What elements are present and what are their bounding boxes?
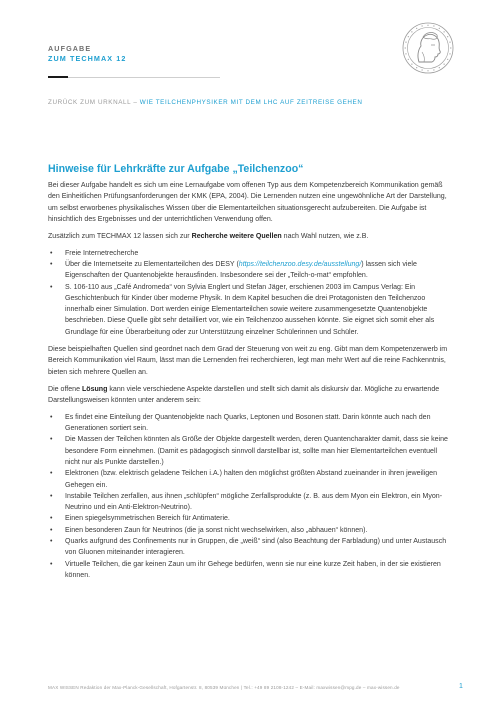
page-title: Hinweise für Lehrkräfte zur Aufgabe „Teilchenzoo“ xyxy=(48,163,304,175)
list-item: • Quarks aufgrund des Confinements nur in Gruppen, die „weiß“ sind (also Beachtung der Farbladung) und unter Austausch von Gluonen miteinander interagieren. xyxy=(48,536,453,559)
header-kicker: AUFGABE xyxy=(48,44,92,53)
breadcrumb xyxy=(48,99,363,107)
source-desy-text-end: ) lassen sich viele Eigenschaften der Quantenobjekte herausfinden. Insbesondere sei der „Teilch-o-mat“ empfohlen. xyxy=(65,260,417,280)
source-desy-text: Über die Internetseite zu Elementarteilchen des DESY ( xyxy=(65,260,239,268)
breadcrumb-current: WIE TEILCHENPHYSIKER MIT DEM LHC AUF ZEITREISE GEHEN xyxy=(139,99,363,106)
solution-paragraph xyxy=(48,384,453,407)
page-number: 1 xyxy=(459,683,463,690)
list-item: • S. 106-110 aus „Café Andromeda“ von Sylvia Englert und Stefan Jäger, erschienen 2003 im Campus Verlag: Ein Geschichtenbuch für Kinder über moderne Physik. In dem Kapitel besuchen die drei Protagonisten den Teilchenzoo innerhalb einer Simulation. Dort werden einige Elementarteilchen sowie weitere zusammengesetzte Quantenobjekte beschrieben. Diese Quelle gibt sehr detailliert vor, wie ein Teilchenzoo aussehen könnte. Sie eignet sich somit eher als Grundlage für eine Überarbeitung oder zur Unterstützung einzelner Schülerinnen und Schüler. xyxy=(48,282,453,338)
list-item: • Die Massen der Teilchen könnten als Größe der Objekte dargestellt werden, deren Quantencharakter damit, dass sie keine besondere Form einnehmen. (Damit es pädagogisch sinnvoll darstellbar ist, sollte man hier Elementarteilchen eventuell nicht nur als Punkte darstellen.) xyxy=(48,434,453,468)
solution-bold: Lösung xyxy=(81,385,108,393)
sources-intro-text-end: nach Wahl nutzen, wie z.B. xyxy=(281,232,369,240)
sources-order-paragraph: Diese beispielhaften Quellen sind geordnet nach dem Grad der Steuerung von weit zu eng. Gibt man dem Kompetenzerwerb im Bereich Kommunikation viel Raum, lässt man die Lernenden frei recherchieren, legt man mehr Wert auf die reine Fachkenntnis, bieten sich mehrere Quellen an. xyxy=(48,346,448,376)
list-item: • Einen besonderen Zaun für Neutrinos (die ja sonst nicht wechselwirken, also „abhauen“ können). xyxy=(48,525,453,536)
list-item: • Elektronen (bzw. elektrisch geladene Teilchen i.A.) halten den möglichst größten Abstand zueinander in ihren jeweiligen Gehegen ein. xyxy=(48,468,453,491)
solution-text-end: kann viele verschiedene Aspekte darstellen und stellt sich damit als diskursiv dar. Mögliche zu erwartende Darstellungsweisen könnten unter anderem sein: xyxy=(48,385,440,404)
list-item: • Freie Internetrecherche xyxy=(48,248,453,259)
solution-text: Die offene xyxy=(48,385,82,393)
main-content xyxy=(48,180,453,587)
breadcrumb-link[interactable]: ZURÜCK ZUM URKNALL – xyxy=(48,99,140,106)
list-item: • Es findet eine Einteilung der Quantenobjekte nach Quarks, Leptonen und Bosonen statt. Darin könnte auch nach den Generationen sortiert sein. xyxy=(48,412,453,435)
solutions-list xyxy=(48,412,453,581)
sources-intro-bold: Recherche weitere Quellen xyxy=(191,232,282,240)
footer-text: MAX WISSEN Redaktion der Max-Planck-Gesellschaft, Hofgartenstr. 8, 80539 München | Tel.: +49 89 2108-1242 – E-Mail: maxwissen@mpg.de – max-wissen.de xyxy=(48,685,400,690)
sources-intro-paragraph xyxy=(48,231,453,242)
sources-list xyxy=(48,248,453,338)
header-rule-accent xyxy=(48,76,68,78)
list-item xyxy=(48,259,453,282)
sources-intro-text: Zusätzlich zum TECHMAX 12 lassen sich zur xyxy=(48,232,192,240)
header-rule xyxy=(48,76,220,78)
max-planck-seal-icon xyxy=(402,22,454,74)
list-item: • Instabile Teilchen zerfallen, aus ihnen „schlüpfen“ mögliche Zerfallsprodukte (z. B. aus dem Myon ein Elektron, ein Myon-Neutrino und ein Anti-Elektron-Neutrino). xyxy=(48,491,453,514)
list-item: • Virtuelle Teilchen, die gar keinen Zaun um ihr Gehege bedürfen, wenn sie nur eine kurze Zeit haben, in der sie existieren können. xyxy=(48,559,453,582)
desy-link[interactable]: https://teilchenzoo.desy.de/ausstellung/ xyxy=(238,260,362,268)
header-rule-line xyxy=(68,77,220,78)
intro-paragraph: Bei dieser Aufgabe handelt es sich um eine Lernaufgabe vom offenen Typ aus dem Kompetenzbereich Kommunikation gemäß den Einheitlichen Prüfungsanforderungen der KMK (EPA, 2004). Die Lernenden nutzen eine ungewöhnliche Art der Darstellung, um selbst erworbenes physikalisches Wissen über die Elementarteilchen situationsgerecht aufzubereiten. Die Aufgabe ist hinsichtlich des Ergebnisses und der unterrichtlichen Verwendung offen. xyxy=(48,182,447,223)
list-item: • Einen spiegelsymmetrischen Bereich für Antimaterie. xyxy=(48,513,453,524)
header-subtitle: ZUM TECHMAX 12 xyxy=(48,54,127,63)
